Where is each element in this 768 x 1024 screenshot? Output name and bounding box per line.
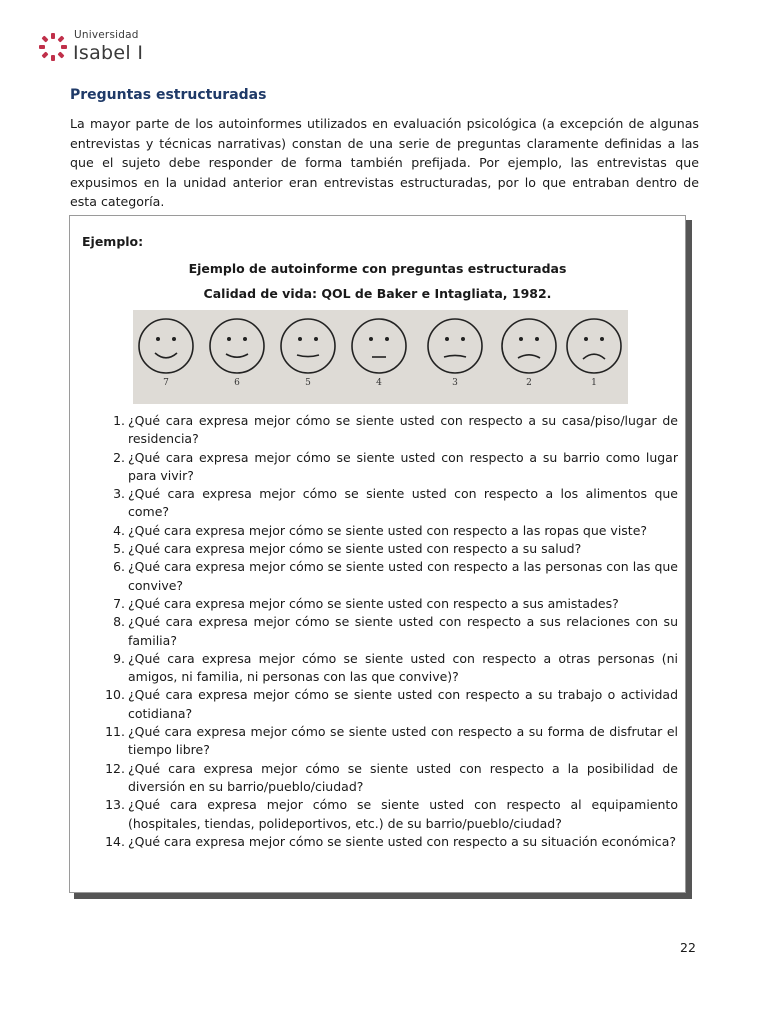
question-number: 3. [113,486,125,502]
question-number: 9. [113,650,125,666]
question-item [91,558,678,595]
section-title: Preguntas estructuradas [70,87,267,103]
question-text: ¿Qué cara expresa mejor cómo se siente usted con respecto a las personas con las que convive? [128,559,678,593]
question-text: ¿Qué cara expresa mejor cómo se siente usted con respecto a su salud? [128,541,582,557]
logo-ring-icon [38,32,68,62]
question-item [91,796,678,833]
question-text: ¿Qué cara expresa mejor cómo se siente usted con respecto a sus relaciones con su familia? [128,614,678,648]
face-number: 3 [452,378,458,388]
face-3 [425,316,485,400]
question-text: ¿Qué cara expresa mejor cómo se siente usted con respecto a la posibilidad de diversión en su barrio/pueblo/ciudad? [128,760,678,794]
question-text: ¿Qué cara expresa mejor cómo se siente usted con respecto a otras personas (ni amigos, ni familia, ni personas con las que convive)? [128,650,678,685]
question-item [91,595,678,613]
question-item [91,760,678,797]
intro-paragraph: La mayor parte de los autoinformes utilizados en evaluación psicológica (a excepción de algunas entrevistas y técnicas narrativas) constan de una serie de preguntas claramente definidas a las que el sujeto debe responder de forma también prefijada. Por ejemplo, las entrevistas que expusimos en la unidad anterior eran entrevistas estructuradas, por lo que entraban dentro de esta categoría. [70,116,699,209]
question-text: ¿Qué cara expresa mejor cómo se siente usted con respecto a las ropas que viste? [128,522,648,538]
face-7 [136,316,196,400]
question-text: ¿Qué cara expresa mejor cómo se siente usted con respecto a su casa/piso/lugar de residencia? [128,413,678,447]
question-text: ¿Qué cara expresa mejor cómo se siente usted con respecto a su forma de disfrutar el tiempo libre? [128,724,678,758]
question-item [91,522,678,540]
question-item [91,485,678,522]
question-number: 13. [105,797,125,813]
question-number: 5. [113,541,125,557]
question-text: ¿Qué cara expresa mejor cómo se siente usted con respecto a su trabajo o actividad cotidiana? [128,687,678,721]
logo-main-text: Isabel I [73,42,144,64]
face-number: 5 [305,378,311,388]
face-number: 6 [234,378,240,388]
face-number: 1 [591,378,597,388]
question-item [91,650,678,687]
question-number: 14. [105,833,125,849]
faces-scale-image [133,310,628,404]
question-text: ¿Qué cara expresa mejor cómo se siente usted con respecto a los alimentos que come? [128,486,678,520]
example-title: Ejemplo de autoinforme con preguntas estructuradas [188,261,567,276]
university-logo [38,28,178,68]
example-label: Ejemplo: [82,234,144,249]
question-text: ¿Qué cara expresa mejor cómo se siente usted con respecto al equipamiento (hospitales, tiendas, polideportivos, etc.) de su barrio/pueblo/ciudad? [128,797,678,831]
question-text: ¿Qué cara expresa mejor cómo se siente usted con respecto a su situación económica? [128,833,677,849]
question-item [91,686,678,723]
face-5 [278,316,338,400]
question-item [91,833,678,851]
page-number: 22 [680,940,696,955]
question-item [91,412,678,449]
question-number: 4. [113,522,125,538]
question-number: 10. [105,687,125,703]
question-number: 6. [113,559,125,575]
question-text: ¿Qué cara expresa mejor cómo se siente usted con respecto a sus amistades? [128,595,619,611]
face-number: 4 [376,378,382,388]
example-subtitle: Calidad de vida: QOL de Baker e Intagliata, 1982. [203,286,552,301]
face-6 [207,316,267,400]
question-item [91,540,678,558]
question-text: ¿Qué cara expresa mejor cómo se siente usted con respecto a su barrio como lugar para vivir? [128,449,678,483]
question-number: 12. [105,760,125,776]
face-1 [564,316,624,400]
face-number: 2 [526,378,532,388]
question-item [91,723,678,760]
question-number: 1. [113,413,125,428]
face-4 [349,316,409,400]
question-number: 2. [113,449,125,465]
question-item [91,449,678,486]
example-box [69,215,686,893]
face-number: 7 [163,378,169,388]
face-2 [499,316,559,400]
question-number: 11. [105,724,125,740]
logo-top-text: Universidad [74,29,139,41]
question-list [91,412,678,851]
question-item [91,613,678,650]
question-number: 7. [113,595,125,611]
question-number: 8. [113,614,125,630]
